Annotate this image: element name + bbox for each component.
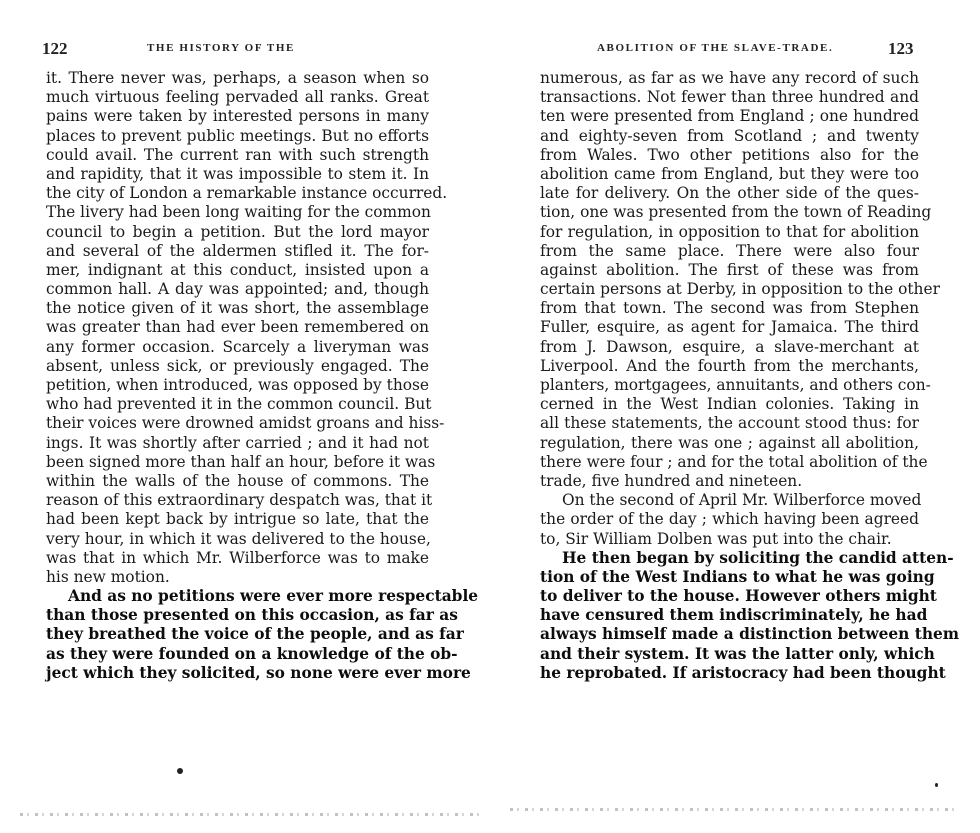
text-line: there were four ; and for the total abolition of the <box>540 452 928 471</box>
text-line: and their system. It was the latter only, which <box>540 644 935 663</box>
text-line: it. There never was, perhaps, a season when so <box>46 69 429 87</box>
text-line: within the walls of the house of commons. The <box>46 471 429 490</box>
text-line: they breathed the voice of the people, and as far <box>46 625 464 644</box>
text-line: council to begin a petition. But the lord mayor <box>46 222 429 241</box>
text-line: and eighty-seven from Scotland ; and twenty <box>540 126 919 145</box>
scan-noise <box>20 813 480 816</box>
ink-speck <box>935 783 938 787</box>
text-line: transactions. Not fewer than three hundred and <box>540 88 919 107</box>
text-line: have censured them indiscriminately, he had <box>540 606 928 625</box>
text-line: who had prevented it in the common council. But <box>46 395 432 414</box>
text-line: the notice given of it was short, the assemblage <box>46 299 429 318</box>
text-line: On the second of April Mr. Wilberforce moved <box>562 491 922 510</box>
text-line: He then began by soliciting the candid atten- <box>562 548 954 567</box>
text-line: numerous, as far as we have any record of such <box>540 69 919 87</box>
text-line: their voices were drowned amidst groans and hiss- <box>46 414 445 433</box>
text-line: petition, when introduced, was opposed by those <box>46 376 429 394</box>
text-line: Fuller, esquire, as agent for Jamaica. The third <box>540 318 919 337</box>
text-line: any former occasion. Scarcely a liveryman was <box>46 337 429 356</box>
right-page-text <box>540 69 960 683</box>
text-line: to deliver to the house. However others might <box>540 587 937 606</box>
text-line: mer, indignant at this conduct, insisted upon a <box>46 260 429 279</box>
right-page-number: 123 <box>888 39 914 58</box>
right-running-head: ABOLITION OF THE SLAVE-TRADE. <box>597 42 834 54</box>
left-page-text <box>46 69 479 683</box>
ink-speck <box>177 768 183 774</box>
text-line: was that in which Mr. Wilberforce was to make <box>46 548 429 567</box>
text-line: The livery had been long waiting for the common <box>46 203 431 222</box>
text-line: from Wales. Two other petitions also for the <box>540 145 919 164</box>
text-line: ings. It was shortly after carried ; and it had not <box>46 433 429 452</box>
text-line: had been kept back by intrigue so late, that the <box>46 510 429 529</box>
text-line: the order of the day ; which having been agreed <box>540 510 919 529</box>
text-line: reason of this extraordinary despatch was, that it <box>46 491 433 510</box>
text-line: against abolition. The first of these was from <box>540 260 919 279</box>
text-line: than those presented on this occasion, as far as <box>46 606 458 625</box>
scan-noise <box>510 808 960 811</box>
text-line: his new motion. <box>46 567 170 586</box>
text-line: and rapidity, that it was impossible to stem it. In <box>46 164 429 183</box>
text-line: from J. Dawson, esquire, a slave-merchant at <box>540 337 919 356</box>
text-line: absent, unless sick, or previously engaged. The <box>46 356 429 375</box>
text-line: very hour, in which it was delivered to the house, <box>46 529 431 548</box>
text-line: tion of the West Indians to what he was going <box>540 567 935 586</box>
text-line: could avail. The current ran with such strength <box>46 145 429 164</box>
text-line: the city of London a remarkable instance occurred. <box>46 184 448 203</box>
text-line: and several of the aldermen stifled it. The for- <box>46 241 429 260</box>
left-page-number: 122 <box>42 39 68 58</box>
text-line: ject which they solicited, so none were ever more <box>46 663 471 682</box>
text-line: abolition came from England, but they were too <box>540 164 919 183</box>
text-line: places to prevent public meetings. But no efforts <box>46 126 429 145</box>
text-line: as they were founded on a knowledge of the ob- <box>46 644 458 663</box>
text-line: late for delivery. On the other side of the ques- <box>540 184 919 203</box>
text-line: certain persons at Derby, in opposition to the other <box>540 280 940 299</box>
text-line: much virtuous feeling pervaded all ranks. Great <box>46 88 429 107</box>
text-line: to, Sir William Dolben was put into the chair. <box>540 529 892 548</box>
text-line: cerned in the West Indian colonies. Taking in <box>540 395 919 414</box>
text-line: been signed more than half an hour, before it was <box>46 452 436 471</box>
text-line: he reprobated. If aristocracy had been thought <box>540 663 946 682</box>
text-line: regulation, there was one ; against all abolition, <box>540 433 919 452</box>
text-line: always himself made a distinction between them <box>540 625 960 644</box>
text-line: all these statements, the account stood thus: for <box>540 414 919 433</box>
text-line: trade, five hundred and nineteen. <box>540 471 803 490</box>
text-line: common hall. A day was appointed; and, though <box>46 280 429 299</box>
left-running-head: THE HISTORY OF THE <box>147 42 295 54</box>
text-line: ten were presented from England ; one hundred <box>540 107 919 126</box>
text-line: planters, mortgagees, annuitants, and others con- <box>540 376 931 394</box>
text-line: for regulation, in opposition to that for abolition <box>540 222 919 241</box>
text-line: was greater than had ever been remembered on <box>46 318 429 337</box>
text-line: from the same place. There were also four <box>540 241 919 260</box>
text-line: tion, one was presented from the town of Reading <box>540 203 932 222</box>
text-line: from that town. The second was from Stephen <box>540 299 919 318</box>
text-line: And as no petitions were ever more respectable <box>68 587 479 606</box>
text-line: pains were taken by interested persons in many <box>46 107 429 126</box>
text-line: Liverpool. And the fourth from the merchants, <box>540 356 919 375</box>
